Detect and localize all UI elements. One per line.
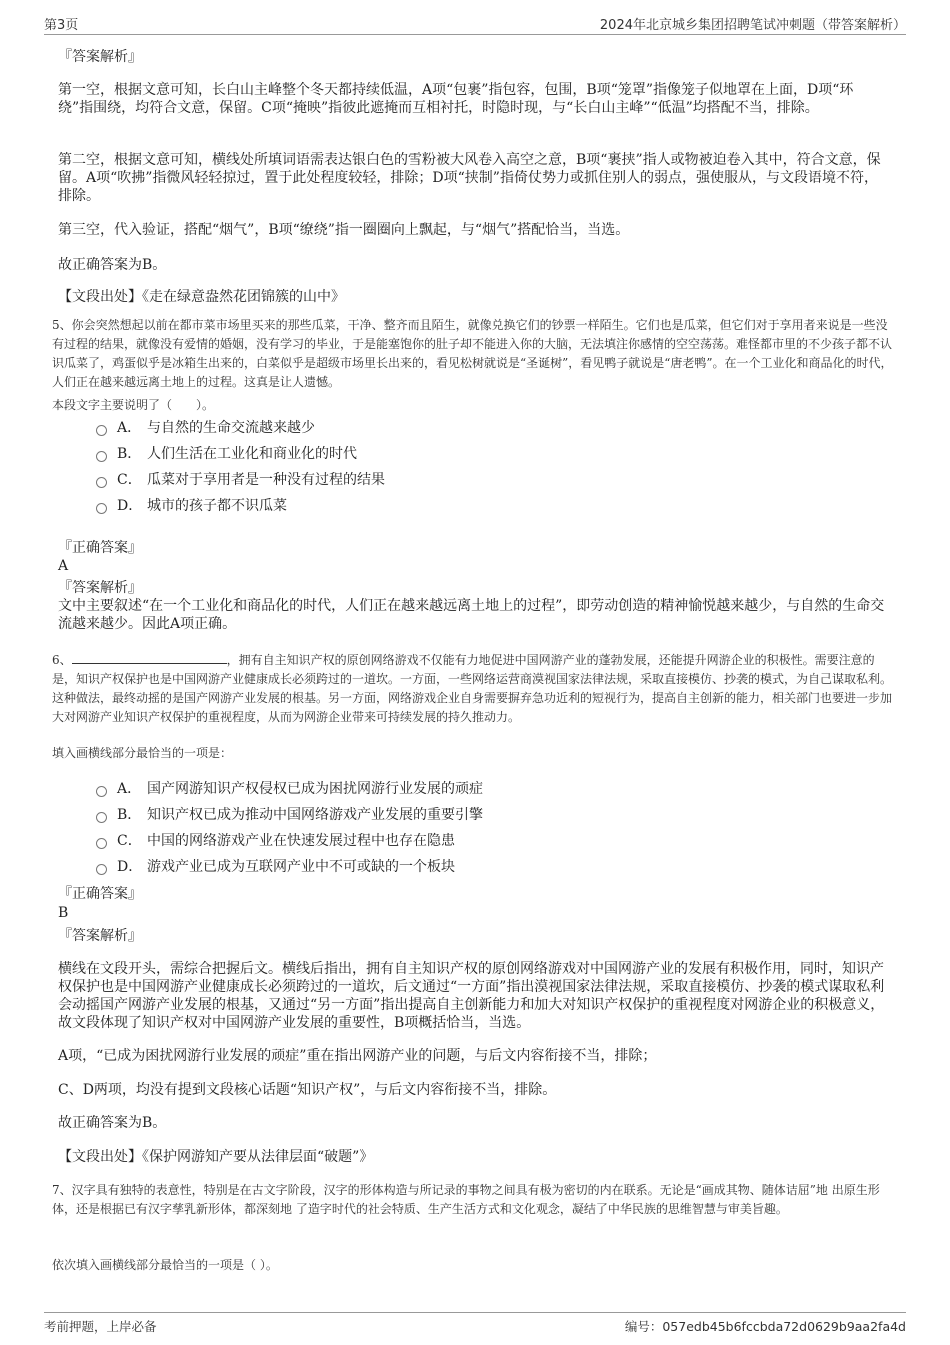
page-number: 第3页 — [44, 18, 79, 33]
q6-option-b[interactable] — [96, 806, 483, 824]
option-key: C． — [117, 833, 142, 849]
radio-icon[interactable] — [96, 786, 107, 797]
q6-stem-text: ，拥有自主知识产权的原创网络游戏不仅能有力地促进中国网游产业的蓬勃发展，还能提升网游企业的积极性。需要注意的是，知识产权保护也是中国网游产业健康成长必须跨过的一道坎。一方面，一些网络运营商漠视国家法律法规，采取直接模仿、抄袭的模式，为自己谋取私利。这种做法，最终动摇的是国产网游产业发展的根基。另一方面，网络游戏企业自身需要摒弃急功近利的短视行为，提高自主创新的能力，相关部门也要进一步加大对网游产业知识产权保护的重视程度，从而为网游企业带来可持续发展的持久推动力。 — [52, 653, 893, 724]
q4-source: 【文段出处】《走在绿意盎然花团锦簇的山中》 — [58, 289, 345, 305]
option-text: 与自然的生命交流越来越少 — [147, 420, 315, 436]
option-key: A． — [117, 420, 142, 436]
option-key: D． — [117, 859, 143, 875]
q6-number: 6、 — [52, 653, 72, 667]
q5-option-c[interactable] — [96, 471, 385, 489]
option-key: D． — [117, 498, 143, 514]
option-text: 瓜菜对于享用者是一种没有过程的结果 — [147, 472, 385, 488]
option-key: B． — [117, 807, 142, 823]
q4-analysis-p3: 第三空，代入验证，搭配“烟气”，B项“缭绕”指一圈圈向上飘起，与“烟气”搭配恰当，当选。 — [58, 222, 630, 238]
q6-stem — [52, 651, 896, 727]
radio-icon[interactable] — [96, 812, 107, 823]
q6-answer-line: 故正确答案为B。 — [58, 1115, 167, 1131]
footer-slogan: 考前押题，上岸必备 — [44, 1319, 157, 1334]
q5-option-a[interactable] — [96, 419, 315, 437]
option-key: A． — [117, 781, 142, 797]
q6-option-a[interactable] — [96, 780, 483, 798]
q5-option-d[interactable] — [96, 497, 287, 515]
document-title: 2024年北京城乡集团招聘笔试冲刺题（带答案解析） — [599, 18, 906, 33]
q5-stem: 5、你会突然想起以前在都市菜市场里买来的那些瓜菜，干净、整齐而且陌生，就像兑换它们的钞票一样陌生。它们也是瓜菜，但它们对于享用者来说是一些没有过程的结果，就像没有爱情的婚姻，没有学习的毕业，于是能塞饱你的肚子却不能进入你的大脑，无法填注你感情的空空荡荡。难怪都市里的不少孩子都不认识瓜菜了，鸡蛋似乎是冰箱生出来的，白菜似乎是超级市场里长出来的，看见松树就说是“圣诞树”，看见鸭子就说是“唐老鸭”。在一个工业化和商品化的时代，人们正在越来越远离土地上的过程。这真是让人遗憾。 — [52, 318, 893, 389]
radio-icon[interactable] — [96, 838, 107, 849]
q4-analysis-p1: 第一空，根据文意可知，长白山主峰整个冬天都持续低温，A项“包裹”指包容，包围，B项“笼罩”指像笼子似地罩在上面，D项“环绕”指围绕，均符合文意，保留。C项“掩映”指彼此遮掩而互相衬托，时隐时现，与“长白山主峰”“低温”均搭配不当，排除。 — [58, 82, 854, 116]
q5-analysis: 文中主要叙述“在一个工业化和商品化的时代，人们正在越来越远离土地上的过程”，即劳动创造的精神愉悦越来越少，与自然的生命交流越来越少。因此A项正确。 — [58, 598, 885, 632]
document-id: 编号：057edb45b6fccbda72d0629b9aa2fa4d — [624, 1319, 906, 1334]
page-header — [44, 14, 906, 35]
radio-icon[interactable] — [96, 451, 107, 462]
q4-answer-line: 故正确答案为B。 — [58, 257, 167, 273]
q6-analysis-p2: A项，“已成为困扰网游行业发展的顽症”重在指出网游产业的问题，与后文内容衔接不当，排除； — [58, 1048, 657, 1064]
q5-question: 本段文字主要说明了（ ）。 — [52, 398, 215, 412]
option-key: C． — [117, 472, 142, 488]
q6-analysis-title: 『答案解析』 — [58, 928, 142, 944]
q6-option-c[interactable] — [96, 832, 455, 850]
q7-question: 依次填入画横线部分最恰当的一项是（ ）。 — [52, 1258, 278, 1272]
radio-icon[interactable] — [96, 503, 107, 514]
q5-analysis-title: 『答案解析』 — [58, 580, 142, 596]
q5-answer-title: 『正确答案』 — [58, 540, 142, 556]
q6-analysis-p1: 横线在文段开头，需综合把握后文。横线后指出，拥有自主知识产权的原创网络游戏对中国网游产业的发展有积极作用，同时，知识产权保护也是中国网游产业健康成长必须跨过的一道坎，后文通过“一方面”指出漠视国家法律法规，采取直接模仿、抄袭的模式谋取私利会动摇国产网游产业发展的根基，又通过“另一方面”指出提高自主创新能力和加大对知识产权保护的重视程度对网游企业的积极意义，故文段体现了知识产权对中国网游产业发展的重要性，B项概括恰当，当选。 — [58, 961, 885, 1031]
radio-icon[interactable] — [96, 477, 107, 488]
q6-option-d[interactable] — [96, 858, 455, 876]
option-key: B． — [117, 446, 142, 462]
option-text: 中国的网络游戏产业在快速发展过程中也存在隐患 — [147, 833, 455, 849]
radio-icon[interactable] — [96, 864, 107, 875]
q6-analysis-p3: C、D两项，均没有提到文段核心话题“知识产权”，与后文内容衔接不当，排除。 — [58, 1082, 557, 1098]
radio-icon[interactable] — [96, 425, 107, 436]
page-footer — [44, 1312, 906, 1335]
q4-analysis-p2: 第二空，根据文意可知，横线处所填词语需表达银白色的雪粉被大风卷入高空之意，B项“裹挟”指人或物被迫卷入其中，符合文意，保留。A项“吹拂”指微风轻轻掠过，置于此处程度较轻，排除；D项“挟制”指倚仗势力或抓住别人的弱点，强使服从，与文段语境不符，排除。 — [58, 152, 881, 204]
option-text: 人们生活在工业化和商业化的时代 — [147, 446, 357, 462]
q4-analysis-title: 『答案解析』 — [58, 49, 142, 65]
fill-blank — [72, 651, 227, 664]
option-text: 知识产权已成为推动中国网络游戏产业发展的重要引擎 — [147, 807, 483, 823]
option-text: 国产网游知识产权侵权已成为困扰网游行业发展的顽症 — [147, 781, 483, 797]
q6-answer: B — [58, 905, 69, 921]
q5-answer: A — [58, 558, 69, 574]
q6-answer-title: 『正确答案』 — [58, 886, 142, 902]
q7-stem: 7、汉字具有独特的表意性，特别是在古文字阶段，汉字的形体构造与所记录的事物之间具有极为密切的内在联系。无论是“画成其物、随体诘屈”地 出原生形体，还是根据已有汉字孳乳新形体，都深刻地 了造字时代的社会特质、生产生活方式和文化观念，凝结了中华民族的思维智慧与审美旨趣。 — [52, 1183, 880, 1216]
option-text: 城市的孩子都不识瓜菜 — [147, 498, 287, 514]
q5-option-b[interactable] — [96, 445, 357, 463]
q6-question: 填入画横线部分最恰当的一项是： — [52, 746, 233, 760]
q6-source: 【文段出处】《保护网游知产要从法律层面“破题”》 — [58, 1149, 374, 1165]
option-text: 游戏产业已成为互联网产业中不可或缺的一个板块 — [147, 859, 455, 875]
